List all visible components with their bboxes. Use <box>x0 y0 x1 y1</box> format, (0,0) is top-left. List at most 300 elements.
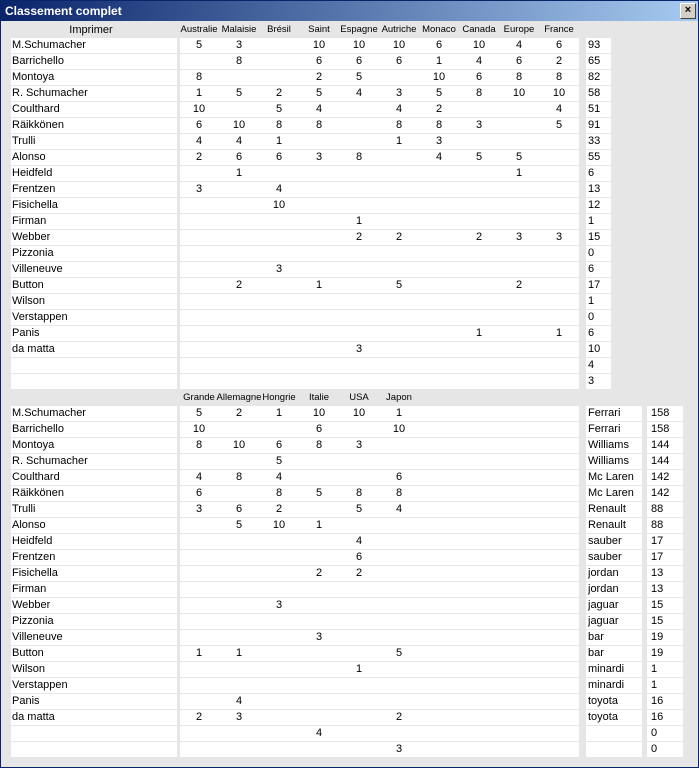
points-row <box>180 678 579 693</box>
points-row <box>180 326 579 341</box>
column-header: Espagne <box>340 24 378 35</box>
column-header: Allemagne <box>216 392 262 403</box>
race-points: 2 <box>355 567 363 579</box>
points-row <box>180 630 579 645</box>
team-name: bar <box>586 630 642 645</box>
race-points: 1 <box>395 407 403 419</box>
race-points: 8 <box>315 439 323 451</box>
race-points: 1 <box>355 663 363 675</box>
driver-name: Villeneuve <box>11 630 177 645</box>
race-points: 3 <box>195 183 203 195</box>
team-name: bar <box>586 646 642 661</box>
race-points: 3 <box>355 343 363 355</box>
total-points: 91 <box>586 118 611 133</box>
race-points: 1 <box>315 519 323 531</box>
team-name: jaguar <box>586 598 642 613</box>
close-button[interactable]: × <box>680 3 696 19</box>
race-points: 1 <box>195 87 203 99</box>
race-points: 6 <box>355 551 363 563</box>
race-points: 4 <box>395 103 403 115</box>
race-points: 1 <box>555 327 563 339</box>
driver-name: Trulli <box>11 134 177 149</box>
race-points: 4 <box>515 39 523 51</box>
points-row <box>180 358 579 373</box>
column-header: USA <box>349 392 369 403</box>
points-row <box>180 182 579 197</box>
driver-name: M.Schumacher <box>11 406 177 421</box>
team-name: toyota <box>586 694 642 709</box>
race-points: 5 <box>435 87 443 99</box>
race-points: 6 <box>275 439 283 451</box>
column-header: Canada <box>462 24 496 35</box>
total-points: 13 <box>647 566 683 581</box>
team-name: Williams <box>586 454 642 469</box>
points-row <box>180 582 579 597</box>
race-points: 2 <box>315 71 323 83</box>
column-header: Italie <box>308 392 330 403</box>
total-points: 17 <box>647 550 683 565</box>
race-points: 8 <box>315 119 323 131</box>
column-header: Malaisie <box>221 24 257 35</box>
total-points: 12 <box>586 198 611 213</box>
race-points: 3 <box>235 39 243 51</box>
driver-name: Panis <box>11 694 177 709</box>
total-points: 6 <box>586 166 611 181</box>
driver-name: Montoya <box>11 438 177 453</box>
total-points: 1 <box>586 294 611 309</box>
driver-name: Heidfeld <box>11 534 177 549</box>
team-name: sauber <box>586 534 642 549</box>
race-points: 2 <box>435 103 443 115</box>
race-points: 2 <box>315 567 323 579</box>
driver-name: M.Schumacher <box>11 38 177 53</box>
points-row <box>180 342 579 357</box>
race-points: 2 <box>395 711 403 723</box>
race-points: 10 <box>232 119 246 131</box>
total-points: 158 <box>647 422 683 437</box>
race-points: 8 <box>355 487 363 499</box>
race-points: 3 <box>275 263 283 275</box>
race-points: 5 <box>355 71 363 83</box>
points-row <box>180 646 579 661</box>
total-points: 1 <box>647 662 683 677</box>
driver-name: Wilson <box>11 662 177 677</box>
driver-name: Räikkönen <box>11 486 177 501</box>
points-row <box>180 166 579 181</box>
race-points: 2 <box>355 231 363 243</box>
points-row <box>180 550 579 565</box>
driver-name: Webber <box>11 230 177 245</box>
driver-name: Wilson <box>11 294 177 309</box>
total-points: 10 <box>586 342 611 357</box>
race-points: 1 <box>435 55 443 67</box>
points-row <box>180 246 579 261</box>
points-row <box>180 486 579 501</box>
race-points: 6 <box>475 71 483 83</box>
race-points: 3 <box>395 87 403 99</box>
race-points: 1 <box>275 407 283 419</box>
race-points: 6 <box>355 55 363 67</box>
race-points: 1 <box>355 215 363 227</box>
race-points: 8 <box>235 55 243 67</box>
total-points: 88 <box>647 518 683 533</box>
race-points: 4 <box>475 55 483 67</box>
total-points: 65 <box>586 54 611 69</box>
total-points: 82 <box>586 70 611 85</box>
race-points: 5 <box>395 647 403 659</box>
race-points: 6 <box>195 487 203 499</box>
race-points: 10 <box>352 407 366 419</box>
race-points: 6 <box>315 55 323 67</box>
race-points: 10 <box>232 439 246 451</box>
race-points: 2 <box>275 503 283 515</box>
points-row <box>180 518 579 533</box>
driver-name: Barrichello <box>11 422 177 437</box>
race-points: 2 <box>275 87 283 99</box>
race-points: 5 <box>515 151 523 163</box>
total-points: 19 <box>647 646 683 661</box>
total-points: 142 <box>647 470 683 485</box>
driver-name: Firman <box>11 582 177 597</box>
driver-name: Coulthard <box>11 102 177 117</box>
race-points: 8 <box>355 151 363 163</box>
points-row <box>180 422 579 437</box>
race-points: 5 <box>355 503 363 515</box>
total-points: 15 <box>586 230 611 245</box>
race-points: 3 <box>195 503 203 515</box>
race-points: 6 <box>435 39 443 51</box>
driver-name: Firman <box>11 214 177 229</box>
race-points: 8 <box>235 471 243 483</box>
race-points: 3 <box>435 135 443 147</box>
race-points: 6 <box>315 423 323 435</box>
race-points: 2 <box>555 55 563 67</box>
total-points: 0 <box>647 742 683 757</box>
points-row <box>180 102 579 117</box>
points-row <box>180 502 579 517</box>
points-row <box>180 230 579 245</box>
race-points: 8 <box>555 71 563 83</box>
total-points: 17 <box>647 534 683 549</box>
driver-name: Panis <box>11 326 177 341</box>
race-points: 4 <box>235 135 243 147</box>
race-points: 3 <box>315 151 323 163</box>
points-row <box>180 598 579 613</box>
points-row <box>180 454 579 469</box>
race-points: 5 <box>475 151 483 163</box>
total-points: 13 <box>586 182 611 197</box>
race-points: 2 <box>195 711 203 723</box>
race-points: 1 <box>275 135 283 147</box>
total-points: 33 <box>586 134 611 149</box>
race-points: 4 <box>315 727 323 739</box>
race-points: 4 <box>555 103 563 115</box>
points-row <box>180 726 579 741</box>
driver-name: Montoya <box>11 70 177 85</box>
race-points: 5 <box>315 487 323 499</box>
race-points: 1 <box>235 167 243 179</box>
race-points: 3 <box>275 599 283 611</box>
team-name: sauber <box>586 550 642 565</box>
total-points: 1 <box>586 214 611 229</box>
points-row <box>180 134 579 149</box>
driver-name <box>11 742 177 757</box>
points-row <box>180 70 579 85</box>
total-points: 17 <box>586 278 611 293</box>
race-points: 5 <box>275 455 283 467</box>
driver-name: Pizzonia <box>11 614 177 629</box>
race-points: 8 <box>275 487 283 499</box>
race-points: 2 <box>515 279 523 291</box>
points-row <box>180 294 579 309</box>
race-points: 10 <box>192 103 206 115</box>
race-points: 8 <box>475 87 483 99</box>
race-points: 6 <box>395 55 403 67</box>
race-points: 4 <box>275 183 283 195</box>
team-name: jordan <box>586 582 642 597</box>
race-points: 2 <box>235 279 243 291</box>
total-points: 6 <box>586 262 611 277</box>
race-points: 10 <box>552 87 566 99</box>
race-points: 5 <box>235 519 243 531</box>
race-points: 8 <box>515 71 523 83</box>
race-points: 3 <box>515 231 523 243</box>
race-points: 5 <box>315 87 323 99</box>
total-points: 15 <box>647 614 683 629</box>
race-points: 3 <box>235 711 243 723</box>
window-title: Classement complet <box>5 4 122 18</box>
total-points: 0 <box>586 310 611 325</box>
total-points: 4 <box>586 358 611 373</box>
points-row <box>180 214 579 229</box>
team-name: Renault <box>586 518 642 533</box>
race-points: 2 <box>235 407 243 419</box>
race-points: 3 <box>555 231 563 243</box>
driver-name <box>11 358 177 373</box>
driver-name: Button <box>11 278 177 293</box>
race-points: 10 <box>392 39 406 51</box>
total-points: 13 <box>647 582 683 597</box>
driver-name: Heidfeld <box>11 166 177 181</box>
race-points: 4 <box>355 87 363 99</box>
points-row <box>180 150 579 165</box>
total-points: 88 <box>647 502 683 517</box>
race-points: 1 <box>395 135 403 147</box>
race-points: 1 <box>195 647 203 659</box>
team-name: Renault <box>586 502 642 517</box>
driver-name: Verstappen <box>11 678 177 693</box>
race-points: 4 <box>315 103 323 115</box>
race-points: 8 <box>195 71 203 83</box>
points-row <box>180 438 579 453</box>
column-header: Hongrie <box>262 392 296 403</box>
race-points: 4 <box>195 471 203 483</box>
title-bar <box>1 1 698 21</box>
race-points: 8 <box>195 439 203 451</box>
team-name: Ferrari <box>586 422 642 437</box>
driver-name: Räikkönen <box>11 118 177 133</box>
race-points: 3 <box>395 743 403 755</box>
points-row <box>180 118 579 133</box>
total-points: 6 <box>586 326 611 341</box>
points-row <box>180 86 579 101</box>
team-name: jordan <box>586 566 642 581</box>
total-points: 3 <box>586 374 611 389</box>
race-points: 8 <box>435 119 443 131</box>
total-points: 1 <box>647 678 683 693</box>
driver-name <box>11 726 177 741</box>
race-points: 4 <box>235 695 243 707</box>
race-points: 2 <box>475 231 483 243</box>
race-points: 3 <box>315 631 323 643</box>
total-points: 144 <box>647 438 683 453</box>
column-header: Brésil <box>267 24 291 35</box>
race-points: 10 <box>272 519 286 531</box>
team-name: jaguar <box>586 614 642 629</box>
total-points: 16 <box>647 710 683 725</box>
race-points: 6 <box>235 151 243 163</box>
driver-name: Alonso <box>11 150 177 165</box>
driver-name: Trulli <box>11 502 177 517</box>
points-row <box>180 310 579 325</box>
points-row <box>180 406 579 421</box>
team-name: minardi <box>586 662 642 677</box>
driver-name: Frentzen <box>11 550 177 565</box>
race-points: 6 <box>395 471 403 483</box>
points-row <box>180 470 579 485</box>
total-points: 15 <box>647 598 683 613</box>
points-row <box>180 374 579 389</box>
points-row <box>180 198 579 213</box>
driver-name: Verstappen <box>11 310 177 325</box>
race-points: 5 <box>395 279 403 291</box>
race-points: 4 <box>355 535 363 547</box>
total-points: 0 <box>586 246 611 261</box>
column-header: France <box>544 24 574 35</box>
race-points: 6 <box>275 151 283 163</box>
driver-name <box>11 374 177 389</box>
points-row <box>180 710 579 725</box>
driver-name: R. Schumacher <box>11 86 177 101</box>
points-row <box>180 566 579 581</box>
race-points: 5 <box>555 119 563 131</box>
race-points: 10 <box>192 423 206 435</box>
race-points: 2 <box>395 231 403 243</box>
column-header: Japon <box>386 392 412 403</box>
column-header: Australie <box>180 24 218 35</box>
race-points: 6 <box>235 503 243 515</box>
race-points: 10 <box>472 39 486 51</box>
team-name: Mc Laren <box>586 486 642 501</box>
race-points: 10 <box>392 423 406 435</box>
race-points: 10 <box>432 71 446 83</box>
column-header: Grande <box>183 392 215 403</box>
race-points: 4 <box>435 151 443 163</box>
points-row <box>180 278 579 293</box>
team-name <box>586 726 642 741</box>
points-row <box>180 694 579 709</box>
race-points: 10 <box>512 87 526 99</box>
points-row <box>180 54 579 69</box>
race-points: 8 <box>395 487 403 499</box>
race-points: 10 <box>272 199 286 211</box>
total-points: 16 <box>647 694 683 709</box>
column-header: Autriche <box>381 24 417 35</box>
race-points: 8 <box>275 119 283 131</box>
total-points: 144 <box>647 454 683 469</box>
total-points: 142 <box>647 486 683 501</box>
race-points: 4 <box>275 471 283 483</box>
column-header: Saint <box>308 24 330 35</box>
race-points: 2 <box>195 151 203 163</box>
total-points: 55 <box>586 150 611 165</box>
driver-name: Fisichella <box>11 198 177 213</box>
driver-name: Coulthard <box>11 470 177 485</box>
total-points: 51 <box>586 102 611 117</box>
driver-name: Button <box>11 646 177 661</box>
race-points: 4 <box>395 503 403 515</box>
team-name: toyota <box>586 710 642 725</box>
driver-name: Pizzonia <box>11 246 177 261</box>
driver-name: Fisichella <box>11 566 177 581</box>
race-points: 10 <box>352 39 366 51</box>
total-points: 0 <box>647 726 683 741</box>
race-points: 1 <box>315 279 323 291</box>
race-points: 5 <box>235 87 243 99</box>
race-points: 3 <box>355 439 363 451</box>
points-row <box>180 534 579 549</box>
driver-name: Villeneuve <box>11 262 177 277</box>
driver-name: da matta <box>11 710 177 725</box>
print-button[interactable]: Imprimer <box>69 24 113 36</box>
race-points: 6 <box>195 119 203 131</box>
race-points: 8 <box>395 119 403 131</box>
race-points: 6 <box>555 39 563 51</box>
race-points: 3 <box>475 119 483 131</box>
race-points: 10 <box>312 39 326 51</box>
driver-name: Barrichello <box>11 54 177 69</box>
race-points: 1 <box>235 647 243 659</box>
team-name: minardi <box>586 678 642 693</box>
total-points: 158 <box>647 406 683 421</box>
race-points: 10 <box>312 407 326 419</box>
race-points: 1 <box>475 327 483 339</box>
team-name <box>586 742 642 757</box>
points-row <box>180 742 579 757</box>
points-row <box>180 262 579 277</box>
team-name: Ferrari <box>586 406 642 421</box>
driver-name: da matta <box>11 342 177 357</box>
race-points: 4 <box>195 135 203 147</box>
race-points: 1 <box>515 167 523 179</box>
race-points: 6 <box>515 55 523 67</box>
race-points: 5 <box>195 407 203 419</box>
team-name: Mc Laren <box>586 470 642 485</box>
driver-name: Alonso <box>11 518 177 533</box>
total-points: 58 <box>586 86 611 101</box>
race-points: 5 <box>195 39 203 51</box>
points-row <box>180 38 579 53</box>
driver-name: R. Schumacher <box>11 454 177 469</box>
column-header: Europe <box>503 24 535 35</box>
race-points: 5 <box>275 103 283 115</box>
driver-name: Webber <box>11 598 177 613</box>
column-header: Monaco <box>422 24 456 35</box>
team-name: Williams <box>586 438 642 453</box>
driver-name: Frentzen <box>11 182 177 197</box>
points-row <box>180 614 579 629</box>
total-points: 93 <box>586 38 611 53</box>
